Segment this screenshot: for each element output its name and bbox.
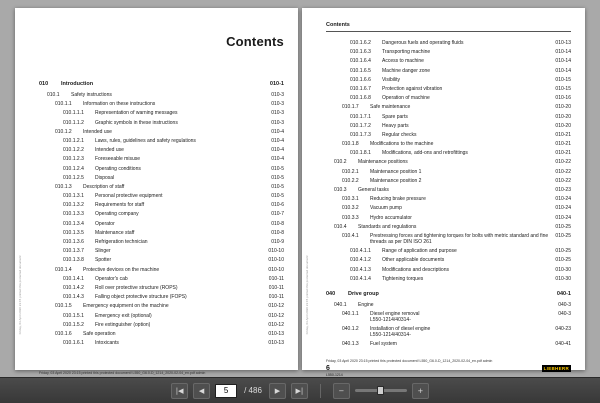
zoom-slider-thumb[interactable] bbox=[377, 386, 384, 395]
toc-entry-page: 010-20 bbox=[555, 104, 571, 111]
toc-entry-number: 010.1.4.1 bbox=[63, 275, 84, 282]
toc-entry-number: 010.1.3.1 bbox=[63, 193, 84, 200]
toc-entry-title: Maintenance position 1 bbox=[370, 168, 422, 175]
toc-entry-number: 010.1.7 bbox=[342, 104, 359, 111]
toc-entry-title: Representation of warning messages bbox=[95, 110, 178, 117]
toc-entry-page: 010-15 bbox=[555, 76, 571, 83]
zoom-in-button[interactable]: + bbox=[412, 383, 429, 399]
toc-entry-page: 040-23 bbox=[555, 326, 571, 333]
toc-entry-title: Personal protective equipment bbox=[95, 193, 163, 200]
toc-entry-page: 010-4 bbox=[271, 147, 284, 154]
toc-entry-number: 010.1.6.6 bbox=[350, 76, 371, 83]
toc-entry-page: 010-24 bbox=[555, 214, 571, 221]
toc-entry-title: Slinger bbox=[95, 248, 111, 255]
toc-entry-number: 040 bbox=[326, 290, 336, 297]
toc-entry-number: 010.1.7.1 bbox=[350, 113, 371, 120]
toc-entry-title: Intended use bbox=[95, 147, 124, 154]
toc-entry bbox=[39, 294, 284, 300]
toc-entry-number: 010.4.1.3 bbox=[350, 266, 371, 273]
toc-entry bbox=[326, 123, 571, 129]
toc-entry-number: 010.1.6 bbox=[55, 330, 72, 337]
toc-entry-number: 010.1.7.3 bbox=[350, 131, 371, 138]
toc-entry-number: 010.1.5.1 bbox=[63, 312, 84, 319]
page-number-label: 6 bbox=[326, 364, 330, 372]
toc-entry-title: Machine danger zone bbox=[382, 67, 431, 74]
toc-entry-title: Standards and regulations bbox=[358, 223, 417, 230]
toc-entry-page: 010-3 bbox=[271, 110, 284, 117]
toc-entry-title: Graphic symbols in these instructions bbox=[95, 119, 178, 126]
toc-entry-number: 010.1.1.1 bbox=[63, 110, 84, 117]
toc-entry-number: 010.4.1.1 bbox=[350, 248, 371, 255]
toc-entry-title: Regular checks bbox=[382, 131, 417, 138]
toc-entry bbox=[39, 340, 284, 346]
toc-entry-number: 010.4.1 bbox=[342, 232, 359, 239]
toc-entry-title: Safe maintenance bbox=[370, 104, 411, 111]
toc-entry-page: 010-24 bbox=[555, 196, 571, 203]
toc-entry bbox=[39, 166, 284, 172]
toc-entry-page: 010-14 bbox=[555, 49, 571, 56]
toc-entry-page: 010-11 bbox=[268, 284, 284, 291]
toc-entry bbox=[326, 311, 571, 323]
toc-entry-number: 010.1.2.4 bbox=[63, 165, 84, 172]
toc-list-right bbox=[326, 40, 571, 347]
toc-entry bbox=[39, 92, 284, 98]
page-total-label: / 486 bbox=[244, 386, 262, 395]
toc-entry-title: Vacuum pump bbox=[370, 205, 402, 212]
print-watermark-left: Friday, 03 April 2020 23:15 printed this protected document! bbox=[18, 254, 22, 334]
toc-entry-title: Tightening torques bbox=[382, 275, 424, 282]
toc-entry-number: 010.1.4.3 bbox=[63, 294, 84, 301]
toc-entry-number: 010.1.1 bbox=[55, 101, 72, 108]
running-header: Contents bbox=[326, 22, 571, 32]
toc-entry-page: 010-22 bbox=[555, 177, 571, 184]
first-page-button[interactable]: |◀ bbox=[171, 383, 188, 399]
toc-entry bbox=[39, 175, 284, 181]
toc-entry-number: 040.1 bbox=[334, 301, 347, 308]
toc-list-left bbox=[39, 81, 284, 346]
toc-entry-title: Protection against vibration bbox=[382, 85, 443, 92]
toc-entry-title: Falling object protective structure (FOPS) bbox=[95, 294, 187, 301]
toc-entry-title: Operator bbox=[95, 220, 115, 227]
toc-entry-number: 010.1.3.3 bbox=[63, 211, 84, 218]
toc-entry bbox=[326, 77, 571, 83]
toc-entry-number: 010.3.1 bbox=[342, 196, 359, 203]
toc-entry bbox=[39, 230, 284, 236]
toc-entry bbox=[39, 81, 284, 87]
toc-entry bbox=[326, 68, 571, 74]
toc-entry-title: Visibility bbox=[382, 76, 400, 83]
toc-entry bbox=[39, 322, 284, 328]
toc-entry bbox=[326, 205, 571, 211]
toc-entry bbox=[39, 285, 284, 291]
toc-entry-page: 040-41 bbox=[555, 341, 571, 348]
toc-entry-page: 010-11 bbox=[268, 294, 284, 301]
toc-entry bbox=[326, 132, 571, 138]
toc-entry-number: 010.1.2 bbox=[55, 128, 72, 135]
toc-entry-page: 010-20 bbox=[555, 113, 571, 120]
toc-entry-number: 010.1.6.1 bbox=[63, 340, 84, 347]
toc-entry-number: 010.1.3 bbox=[55, 183, 72, 190]
toc-entry-page: 010-21 bbox=[555, 141, 571, 148]
toc-entry-title: Reducing brake pressure bbox=[370, 196, 426, 203]
print-protection-note: Friday, 03 April 2020 23:15 printed this protected document! L550_G6.0-D_1214_2020-02-04_en.pdf admin bbox=[39, 370, 206, 375]
toc-entry-number: 010.1.6.8 bbox=[350, 95, 371, 102]
toc-entry-page: 010-4 bbox=[271, 137, 284, 144]
toc-entry-page: 010-4 bbox=[271, 128, 284, 135]
toc-entry bbox=[326, 341, 571, 347]
toc-entry-page: 010-8 bbox=[271, 220, 284, 227]
toc-entry-page: 010-5 bbox=[271, 165, 284, 172]
toc-entry-number: 010.1.2.3 bbox=[63, 156, 84, 163]
toc-entry-page: 010-5 bbox=[271, 174, 284, 181]
toc-entry-title: Description of staff bbox=[83, 183, 125, 190]
toc-entry-title: Roll over protective structure (ROPS) bbox=[95, 284, 178, 291]
toc-entry-page: 010-3 bbox=[271, 101, 284, 108]
toc-entry-number: 010.1 bbox=[47, 92, 60, 98]
toc-entry bbox=[326, 40, 571, 46]
toolbar-separator bbox=[320, 384, 321, 398]
toc-entry-page: 010-6 bbox=[271, 202, 284, 209]
toc-entry-subtitle: L550-1214/40314- bbox=[370, 332, 411, 339]
toc-entry-page: 010-8 bbox=[271, 229, 284, 236]
toc-entry-title: Installation of diesel engine L550-1214/40314- bbox=[370, 326, 555, 338]
toc-entry bbox=[39, 184, 284, 190]
toc-entry-title: Heavy parts bbox=[382, 122, 409, 129]
toc-entry bbox=[326, 291, 571, 297]
toc-entry bbox=[326, 58, 571, 64]
toc-entry-title: Range of application and purpose bbox=[382, 248, 457, 255]
toc-entry-page: 010-10 bbox=[268, 266, 284, 273]
toc-entry-title: Safety instructions bbox=[71, 92, 112, 98]
toc-entry-page: 010-11 bbox=[268, 275, 284, 282]
toc-entry-page: 010-13 bbox=[268, 340, 284, 347]
toc-entry-title: Intoxicants bbox=[95, 340, 119, 347]
toc-entry-page: 040-3 bbox=[558, 310, 571, 317]
toc-entry-title: Diesel engine removal L550-1214/40314- bbox=[370, 311, 558, 323]
toc-entry-page: 040-1 bbox=[556, 290, 571, 297]
toc-entry-number: 010.1.3.8 bbox=[63, 257, 84, 264]
toc-entry-number: 010.1.6.4 bbox=[350, 58, 371, 65]
toc-entry-title: Maintenance staff bbox=[95, 229, 135, 236]
toc-entry bbox=[39, 193, 284, 199]
toc-entry-page: 010-14 bbox=[555, 67, 571, 74]
toc-entry-page: 010-10 bbox=[268, 257, 284, 264]
toc-entry-title: Access to machine bbox=[382, 58, 424, 65]
toc-entry-number: 010.2.1 bbox=[342, 168, 359, 175]
toc-entry-number: 010.1.6.2 bbox=[350, 40, 371, 46]
toc-entry-number: 040.1.2 bbox=[342, 326, 359, 333]
toc-entry-number: 010.1.6.3 bbox=[350, 49, 371, 56]
toc-entry-number: 010.1.2.2 bbox=[63, 147, 84, 154]
last-page-button[interactable]: ▶| bbox=[291, 383, 308, 399]
toc-entry bbox=[326, 257, 571, 263]
toc-entry-page: 010-22 bbox=[555, 168, 571, 175]
toc-entry bbox=[326, 248, 571, 254]
toc-entry bbox=[326, 104, 571, 110]
toc-entry-page: 010-12 bbox=[268, 312, 284, 319]
toc-entry-title: Other applicable documents bbox=[382, 257, 445, 264]
toc-entry-title: Operator's cab bbox=[95, 275, 128, 282]
toc-entry-title: Maintenance positions bbox=[358, 159, 408, 166]
toc-entry-title: Dangerous fuels and operating fluids bbox=[382, 40, 464, 46]
toc-entry bbox=[39, 110, 284, 116]
toc-entry bbox=[39, 221, 284, 227]
toc-entry bbox=[39, 257, 284, 263]
toc-entry bbox=[39, 101, 284, 107]
toc-entry-title: Transporting machine bbox=[382, 49, 431, 56]
toc-entry-page: 010-23 bbox=[555, 187, 571, 193]
toc-entry-title: Fuel system bbox=[370, 341, 397, 348]
toc-entry-title: Operation of machine bbox=[382, 95, 430, 102]
toc-entry-page: 010-7 bbox=[271, 211, 284, 218]
toc-entry bbox=[39, 276, 284, 282]
toc-entry-number: 010.3.2 bbox=[342, 205, 359, 212]
toc-entry-number: 010.3 bbox=[334, 187, 347, 193]
toc-entry-number: 010.4.1.2 bbox=[350, 257, 371, 264]
toc-entry-title: Modifications to the machine bbox=[370, 141, 434, 148]
toc-entry-title: Maintenance position 2 bbox=[370, 177, 422, 184]
toc-entry bbox=[39, 138, 284, 144]
toc-entry-title: Requirements for staff bbox=[95, 202, 145, 209]
toc-entry-title: Introduction bbox=[61, 81, 94, 87]
toc-entry-title: Refrigeration technician bbox=[95, 239, 148, 245]
toc-entry-number: 010.1.3.6 bbox=[63, 239, 84, 245]
toc-entry-number: 010.1.7.2 bbox=[350, 122, 371, 129]
toc-entry-title: Modifications and descriptions bbox=[382, 266, 449, 273]
toc-entry bbox=[39, 156, 284, 162]
toc-entry-page: 040-3 bbox=[558, 301, 571, 308]
toc-entry-number: 010.3.3 bbox=[342, 214, 359, 221]
viewer-toolbar bbox=[0, 377, 600, 403]
toc-entry-page: 010-30 bbox=[555, 275, 571, 282]
toc-entry-number: 010.1.3.7 bbox=[63, 248, 84, 255]
liebherr-logo: LIEBHERR bbox=[543, 365, 569, 371]
toc-entry-number: 010.1.3.2 bbox=[63, 202, 84, 209]
toc-entry-page: 010-1 bbox=[269, 81, 284, 87]
toc-entry-title: Foreseeable misuse bbox=[95, 156, 141, 163]
toc-entry-page: 010-3 bbox=[271, 119, 284, 126]
toc-entry-page: 010-25 bbox=[555, 248, 571, 255]
toc-entry-page: 010-4 bbox=[271, 156, 284, 163]
toc-entry bbox=[326, 326, 571, 338]
page-right bbox=[302, 8, 585, 377]
toc-entry bbox=[39, 313, 284, 319]
toc-entry bbox=[326, 159, 571, 165]
toc-entry-number: 010.1.4 bbox=[55, 266, 72, 273]
toc-entry bbox=[326, 114, 571, 120]
prev-page-button[interactable]: ◀ bbox=[193, 383, 210, 399]
print-watermark-right: Friday, 03 April 2020 23:15 printed this protected document! bbox=[305, 254, 309, 334]
toc-entry bbox=[326, 224, 571, 230]
toc-entry bbox=[326, 150, 571, 156]
toc-entry-page: 010-3 bbox=[271, 92, 284, 98]
toc-entry-title: Prestressing forces and tightening torques for bolts with metric standard and fine threads as per DIN ISO 261 bbox=[370, 232, 549, 245]
toc-entry-title: Spare parts bbox=[382, 113, 408, 120]
page-left bbox=[15, 8, 298, 375]
toc-entry-number: 010.1.2.1 bbox=[63, 137, 84, 144]
toc-entry-title: Emergency exit (optional) bbox=[95, 312, 152, 319]
toc-entry-number: 010.1.4.2 bbox=[63, 284, 84, 291]
toc-entry bbox=[39, 120, 284, 126]
toc-entry bbox=[326, 196, 571, 202]
print-protection-note: Friday, 03 April 2020 23:15 printed this protected document! L550_G6.0-D_1214_2020-02-04_en.pdf admin bbox=[326, 358, 493, 363]
toc-entry-title: General tasks bbox=[358, 187, 389, 193]
toc-entry-page: 010-15 bbox=[555, 85, 571, 92]
toc-entry-title: Disposal bbox=[95, 174, 115, 181]
toc-entry bbox=[326, 49, 571, 55]
toc-entry bbox=[326, 215, 571, 221]
toc-entry-page: 010-25 bbox=[555, 232, 571, 239]
toc-entry-title: Hydro accumulator bbox=[370, 214, 412, 221]
toc-entry bbox=[39, 239, 284, 245]
toc-entry-number: 010.1.8.1 bbox=[350, 150, 371, 157]
toc-entry-page: 010-12 bbox=[268, 321, 284, 328]
toc-entry-title: Operating company bbox=[95, 211, 139, 218]
toc-entry-number: 010.1.6.7 bbox=[350, 85, 371, 92]
toc-entry-page: 010-14 bbox=[555, 58, 571, 65]
toc-entry-number: 040.1.3 bbox=[342, 341, 359, 348]
toc-entry-title: Information on these instructions bbox=[83, 101, 156, 108]
toc-entry-page: 010-16 bbox=[555, 95, 571, 102]
document-code: L550-1214 bbox=[326, 373, 343, 377]
toc-entry-page: 010-5 bbox=[271, 183, 284, 190]
toc-entry bbox=[326, 141, 571, 147]
toc-entry-title: Fire extinguisher (option) bbox=[95, 321, 151, 328]
toc-entry-title: Operating conditions bbox=[95, 165, 141, 172]
contents-page-title: Contents bbox=[226, 34, 284, 49]
toc-entry-title: Emergency equipment on the machine bbox=[83, 303, 169, 310]
toc-entry-page: 010-12 bbox=[268, 303, 284, 310]
toc-entry bbox=[326, 302, 571, 308]
toc-entry bbox=[326, 233, 571, 245]
toc-entry-number: 010 bbox=[39, 81, 49, 87]
toc-entry-page: 010-9 bbox=[271, 239, 284, 245]
toc-entry bbox=[326, 169, 571, 175]
toc-entry bbox=[326, 187, 571, 193]
toc-entry-page: 010-13 bbox=[555, 40, 571, 46]
toc-entry-number: 040.1.1 bbox=[342, 310, 359, 317]
toc-entry bbox=[39, 303, 284, 309]
toc-entry-title: Laws, rules, guidelines and safety regulations bbox=[95, 137, 196, 144]
toc-entry-number: 010.1.3.5 bbox=[63, 229, 84, 236]
toc-entry bbox=[326, 267, 571, 273]
zoom-out-button[interactable]: − bbox=[333, 383, 350, 399]
toc-entry-page: 010-5 bbox=[271, 193, 284, 200]
next-page-button[interactable]: ▶ bbox=[269, 383, 286, 399]
toc-entry-page: 010-20 bbox=[555, 122, 571, 129]
toc-entry-title: Intended use bbox=[83, 128, 112, 135]
toc-entry bbox=[39, 202, 284, 208]
toc-entry bbox=[326, 95, 571, 101]
toc-entry-number: 010.1.2.5 bbox=[63, 174, 84, 181]
toc-entry-page: 010-21 bbox=[555, 150, 571, 157]
toc-entry bbox=[39, 331, 284, 337]
toc-entry-page: 010-21 bbox=[555, 131, 571, 138]
toc-entry-number: 010.1.5.2 bbox=[63, 321, 84, 328]
page-footer-right bbox=[326, 359, 571, 378]
toc-entry-number: 010.2.2 bbox=[342, 177, 359, 184]
toc-entry-number: 010.1.6.5 bbox=[350, 67, 371, 74]
toc-entry bbox=[326, 276, 571, 282]
zoom-slider[interactable] bbox=[355, 389, 407, 392]
toc-entry-number: 010.1.8 bbox=[342, 141, 359, 148]
page-number-input[interactable] bbox=[215, 384, 237, 398]
toc-entry-number: 010.4 bbox=[334, 223, 347, 230]
toc-entry bbox=[326, 178, 571, 184]
toc-entry-page: 010-25 bbox=[555, 257, 571, 264]
toc-entry-page: 010-30 bbox=[555, 266, 571, 273]
toc-entry-number: 010.1.1.2 bbox=[63, 119, 84, 126]
toc-entry-page: 010-22 bbox=[555, 159, 571, 166]
toc-entry-title: Protective devices on the machine bbox=[83, 266, 160, 273]
toc-entry bbox=[39, 267, 284, 273]
toc-entry bbox=[39, 248, 284, 254]
toc-entry-number: 010.1.3.4 bbox=[63, 220, 84, 227]
toc-entry bbox=[326, 86, 571, 92]
toc-entry bbox=[39, 211, 284, 217]
toc-entry-title: Spotter bbox=[95, 257, 112, 264]
toc-entry-title: Modifications, add-ons and retrofittings bbox=[382, 150, 468, 157]
toc-entry-page: 010-13 bbox=[268, 330, 284, 337]
toc-entry bbox=[39, 129, 284, 135]
toc-entry-number: 010.1.5 bbox=[55, 303, 72, 310]
toc-entry-page: 010-10 bbox=[268, 248, 284, 255]
toc-entry-number: 010.2 bbox=[334, 159, 347, 166]
toc-entry-number: 010.4.1.4 bbox=[350, 275, 371, 282]
toc-entry bbox=[39, 147, 284, 153]
toc-entry-title: Safe operation bbox=[83, 330, 116, 337]
toc-entry-title: Engine bbox=[358, 301, 374, 308]
toc-entry-subtitle: L550-1214/40314- bbox=[370, 316, 411, 323]
toc-entry-page: 010-24 bbox=[555, 205, 571, 212]
toc-entry-page: 010-25 bbox=[555, 223, 571, 230]
toc-entry-title: Drive group bbox=[348, 290, 379, 297]
